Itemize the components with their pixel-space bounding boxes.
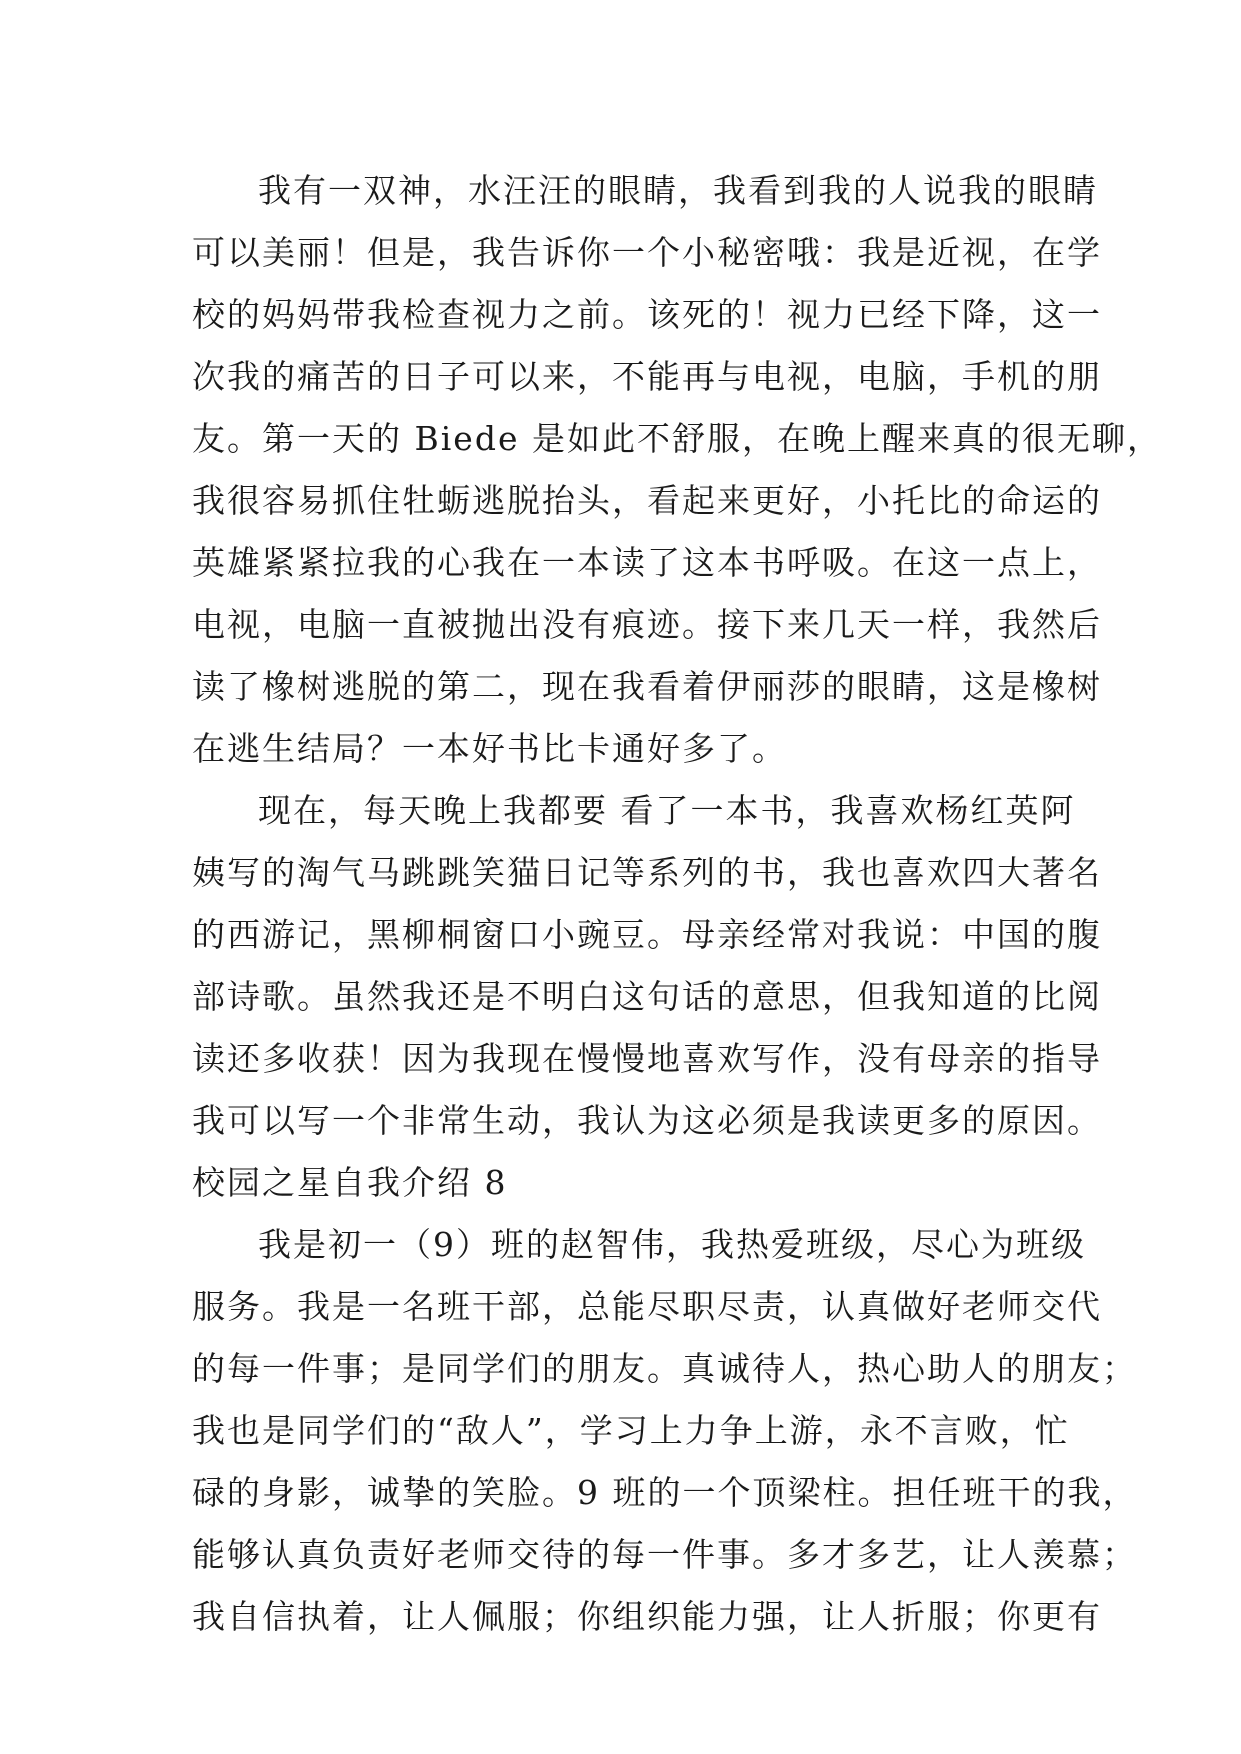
- text-line: 读了橡树逃脱的第二，现在我看着伊丽莎的眼睛，这是橡树: [192, 667, 1102, 706]
- paragraph: [192, 780, 1102, 1152]
- section-heading-text: 校园之星自我介绍 8: [192, 1163, 508, 1202]
- text-line: 我也是同学们的“敌人”，学习上力争上游，永不言败，忙: [192, 1411, 1070, 1450]
- text-line: 碌的身影，诚挚的笑脸。9 班的一个顶梁柱。担任班干的我，: [192, 1473, 1138, 1512]
- text-line: 我有一双神，水汪汪的眼睛，我看到我的人说我的眼睛: [258, 171, 1098, 210]
- text-line: 的西游记，黑柳桐窗口小豌豆。母亲经常对我说：中国的腹: [192, 915, 1102, 954]
- text-line: 读还多收获！因为我现在慢慢地喜欢写作，没有母亲的指导: [192, 1039, 1102, 1078]
- text-line: 英雄紧紧拉我的心我在一本读了这本书呼吸。在这一点上，: [192, 543, 1102, 582]
- text-line: 能够认真负责好老师交待的每一件事。多才多艺，让人羡慕；: [192, 1535, 1137, 1574]
- text-line: 现在，每天晚上我都要 看了一本书，我喜欢杨红英阿: [258, 791, 1076, 830]
- text-line: 部诗歌。虽然我还是不明白这句话的意思，但我知道的比阅: [192, 977, 1102, 1016]
- document-body: [192, 160, 1162, 1648]
- text-line: 的每一件事；是同学们的朋友。真诚待人，热心助人的朋友；: [192, 1349, 1137, 1388]
- text-line: 次我的痛苦的日子可以来，不能再与电视，电脑，手机的朋: [192, 357, 1102, 396]
- text-line: 我可以写一个非常生动，我认为这必须是我读更多的原因。: [192, 1101, 1102, 1140]
- text-line: 我很容易抓住牡蛎逃脱抬头，看起来更好，小托比的命运的: [192, 481, 1102, 520]
- text-line: 我自信执着，让人佩服；你组织能力强，让人折服；你更有: [192, 1597, 1102, 1636]
- text-line: 姨写的淘气马跳跳笑猫日记等系列的书，我也喜欢四大著名: [192, 853, 1102, 892]
- section-heading: [192, 1152, 1052, 1214]
- paragraph: [192, 160, 1162, 780]
- text-line: 可以美丽！但是，我告诉你一个小秘密哦：我是近视，在学: [192, 233, 1102, 272]
- text-line: 服务。我是一名班干部，总能尽职尽责，认真做好老师交代: [192, 1287, 1102, 1326]
- text-line: 友。第一天的 Biede 是如此不舒服，在晚上醒来真的很无聊，: [192, 419, 1162, 458]
- text-line: 我是初一（9）班的赵智伟，我热爱班级，尽心为班级: [258, 1225, 1086, 1264]
- text-line: 电视，电脑一直被抛出没有痕迹。接下来几天一样，我然后: [192, 605, 1102, 644]
- text-line: 校的妈妈带我检查视力之前。该死的！视力已经下降，这一: [192, 295, 1102, 334]
- text-line: 在逃生结局？一本好书比卡通好多了。: [192, 729, 787, 768]
- paragraph: [192, 1214, 1138, 1648]
